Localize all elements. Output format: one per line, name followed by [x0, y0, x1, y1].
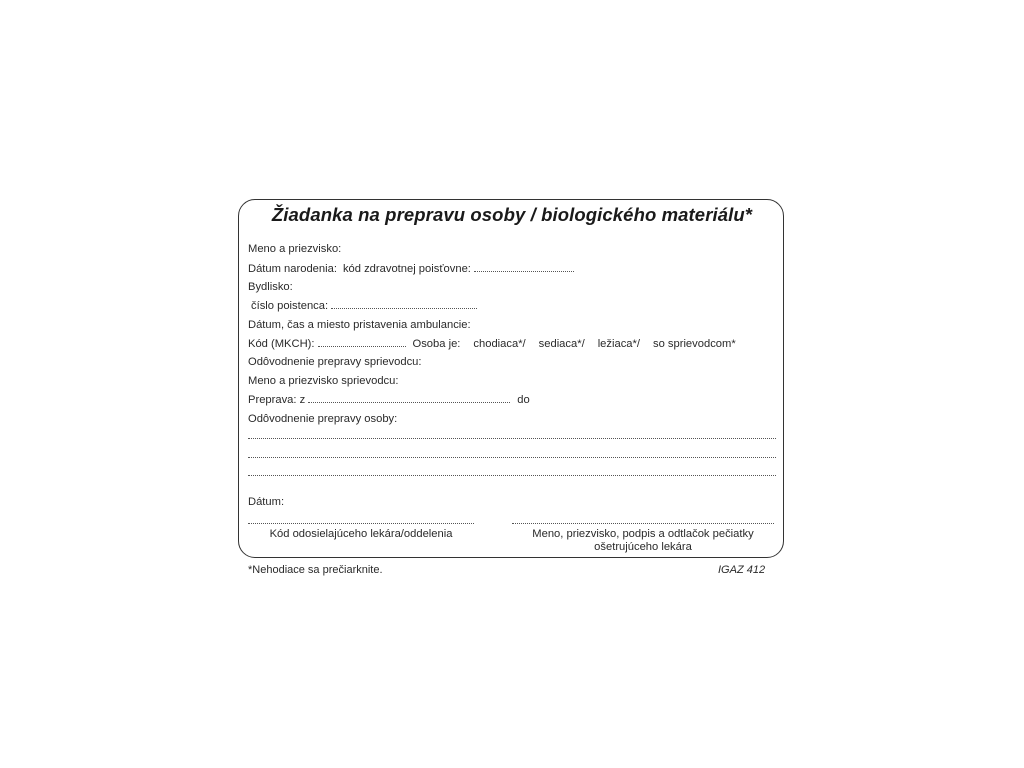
row-meno — [248, 242, 776, 257]
footnote: *Nehodiace sa prečiarknite. — [248, 564, 383, 576]
label-pristavenie: Dátum, čas a miesto pristavenia ambulancie: — [248, 319, 471, 331]
label-kod-mkch: Kód (MKCH): — [248, 338, 315, 350]
field-odovodnenie-line-3[interactable] — [248, 475, 776, 476]
field-preprava-z[interactable] — [308, 393, 510, 403]
caption-podpis-lekara-2: ošetrujúceho lekára — [594, 541, 692, 553]
label-cislo-poistenca: číslo poistenca: — [251, 300, 329, 312]
row-datum — [248, 495, 478, 510]
label-datum: Dátum: — [248, 496, 285, 508]
label-preprava-z: Preprava: z — [248, 394, 306, 406]
label-preprava-do: do — [517, 394, 530, 406]
row-pristavenie — [248, 318, 776, 333]
caption-podpis-lekara-1: Meno, priezvisko, podpis a odtlačok pečiatky — [532, 528, 754, 540]
field-odovodnenie-line-2[interactable] — [248, 457, 776, 458]
label-odovodnenie-osoby: Odôvodnenie prepravy osoby: — [248, 413, 398, 425]
row-datum-narodenia — [248, 262, 776, 277]
option-leziaca[interactable]: ležiaca*/ — [597, 338, 640, 350]
option-sediaca[interactable]: sediaca*/ — [538, 338, 585, 350]
form-title: Žiadanka na prepravu osoby / biologického materiálu* — [271, 204, 753, 225]
label-meno-sprievodcu: Meno a priezvisko sprievodcu: — [248, 375, 399, 387]
field-cislo-poistenca[interactable] — [331, 299, 477, 309]
label-datum-narodenia: Dátum narodenia: — [248, 263, 337, 275]
field-kod-poistovne[interactable] — [474, 262, 574, 272]
row-bydlisko — [248, 280, 776, 295]
row-meno-sprievodcu — [248, 374, 776, 389]
field-kod-mkch[interactable] — [318, 337, 406, 347]
label-odovodnenie-sprievodcu: Odôvodnenie prepravy sprievodcu: — [248, 356, 422, 368]
field-odovodnenie-line-1[interactable] — [248, 438, 776, 439]
row-preprava — [248, 393, 776, 408]
option-chodiaca[interactable]: chodiaca*/ — [473, 338, 526, 350]
option-so-sprievodcom[interactable]: so sprievodcom* — [652, 338, 736, 350]
caption-kod-lekara: Kód odosielajúceho lekára/oddelenia — [269, 528, 453, 540]
field-podpis-lekara[interactable] — [512, 523, 774, 524]
form-code: IGAZ 412 — [718, 564, 766, 576]
row-odovodnenie-sprievodcu — [248, 355, 776, 370]
field-kod-lekara[interactable] — [248, 523, 474, 524]
label-kod-poistovne: kód zdravotnej poisťovne: — [342, 263, 471, 275]
label-osoba-je: Osoba je: — [412, 338, 461, 350]
label-meno: Meno a priezvisko: — [248, 243, 342, 255]
row-kod-mkch — [248, 337, 776, 352]
label-bydlisko: Bydlisko: — [248, 281, 293, 293]
row-odovodnenie-osoby — [248, 412, 776, 427]
row-cislo-poistenca — [248, 299, 776, 314]
